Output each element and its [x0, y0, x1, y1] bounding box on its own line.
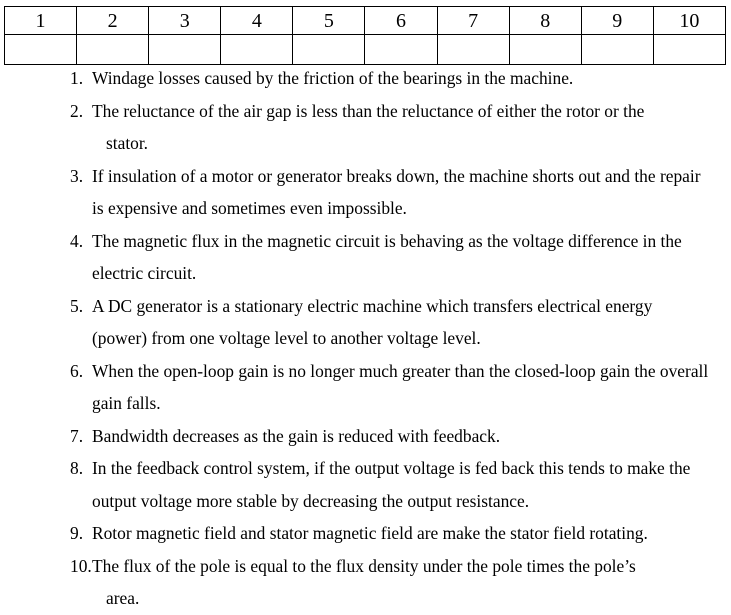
- statement-text: A DC generator is a stationary electric machine which transfers electrical energy (power) from one voltage level to another voltage level.: [92, 295, 653, 348]
- question-number-cell: 3: [149, 7, 221, 35]
- question-number-cell: 4: [221, 7, 293, 35]
- question-number-cell: 7: [437, 7, 509, 35]
- question-number-cell: 10: [653, 7, 725, 35]
- statement-text: If insulation of a motor or generator breaks down, the machine shorts out and the repair is expensive and sometimes even impossible.: [92, 165, 701, 218]
- statement-number: 6.: [70, 360, 84, 381]
- answer-table-answer-row: [5, 35, 726, 65]
- statement-item: [0, 62, 731, 95]
- question-number-cell: 9: [581, 7, 653, 35]
- question-number-cell: 6: [365, 7, 437, 35]
- answer-table: [4, 6, 726, 65]
- statement-number: 2.: [70, 100, 84, 121]
- statement-number: 10.: [70, 555, 92, 576]
- statement-text-continuation: area.: [106, 588, 140, 608]
- statement-item: [0, 225, 731, 290]
- statement-item: [0, 517, 731, 550]
- statement-number: 8.: [70, 458, 84, 478]
- question-number-cell: 5: [293, 7, 365, 35]
- statement-item: [0, 355, 731, 420]
- statement-text: The reluctance of the air gap is less than the reluctance of either the rotor or the: [92, 100, 645, 121]
- answer-cell[interactable]: [653, 35, 725, 65]
- statement-item: [0, 550, 731, 615]
- statement-item: [0, 290, 731, 355]
- answer-cell[interactable]: [365, 35, 437, 65]
- question-number-cell: 1: [5, 7, 77, 35]
- answer-cell[interactable]: [5, 35, 77, 65]
- statement-text: Rotor magnetic field and stator magnetic field are make the stator field rotating.: [92, 523, 648, 543]
- statement-text: The flux of the pole is equal to the flux density under the pole times the pole’s: [92, 555, 636, 576]
- statement-list: [0, 62, 731, 615]
- statement-text: When the open-loop gain is no longer much greater than the closed-loop gain the overall gain falls.: [92, 360, 709, 413]
- statement-number: 9.: [70, 523, 84, 543]
- answer-cell[interactable]: [581, 35, 653, 65]
- answer-table-header-row: [5, 7, 726, 35]
- statement-text: In the feedback control system, if the output voltage is fed back this tends to make the output voltage more stable by decreasing the output resistance.: [92, 458, 691, 511]
- statement-text: Windage losses caused by the friction of the bearings in the machine.: [92, 68, 574, 88]
- answer-cell[interactable]: [509, 35, 581, 65]
- statement-item: [0, 95, 731, 160]
- answer-cell[interactable]: [437, 35, 509, 65]
- statement-number: 4.: [70, 230, 84, 251]
- statement-item: [0, 452, 731, 517]
- question-number-cell: 8: [509, 7, 581, 35]
- statement-number: 5.: [70, 295, 84, 316]
- statement-item: [0, 420, 731, 453]
- answer-cell[interactable]: [221, 35, 293, 65]
- statement-number: 7.: [70, 425, 84, 446]
- answer-cell[interactable]: [293, 35, 365, 65]
- statement-text: The magnetic flux in the magnetic circuit is behaving as the voltage difference in the electric circuit.: [92, 230, 682, 283]
- statement-text: Bandwidth decreases as the gain is reduced with feedback.: [92, 425, 501, 446]
- answer-cell[interactable]: [149, 35, 221, 65]
- statement-number: 3.: [70, 165, 84, 186]
- answer-cell[interactable]: [77, 35, 149, 65]
- question-number-cell: 2: [77, 7, 149, 35]
- statement-number: 1.: [70, 68, 84, 88]
- statement-text-continuation: stator.: [106, 133, 149, 153]
- statement-item: [0, 160, 731, 225]
